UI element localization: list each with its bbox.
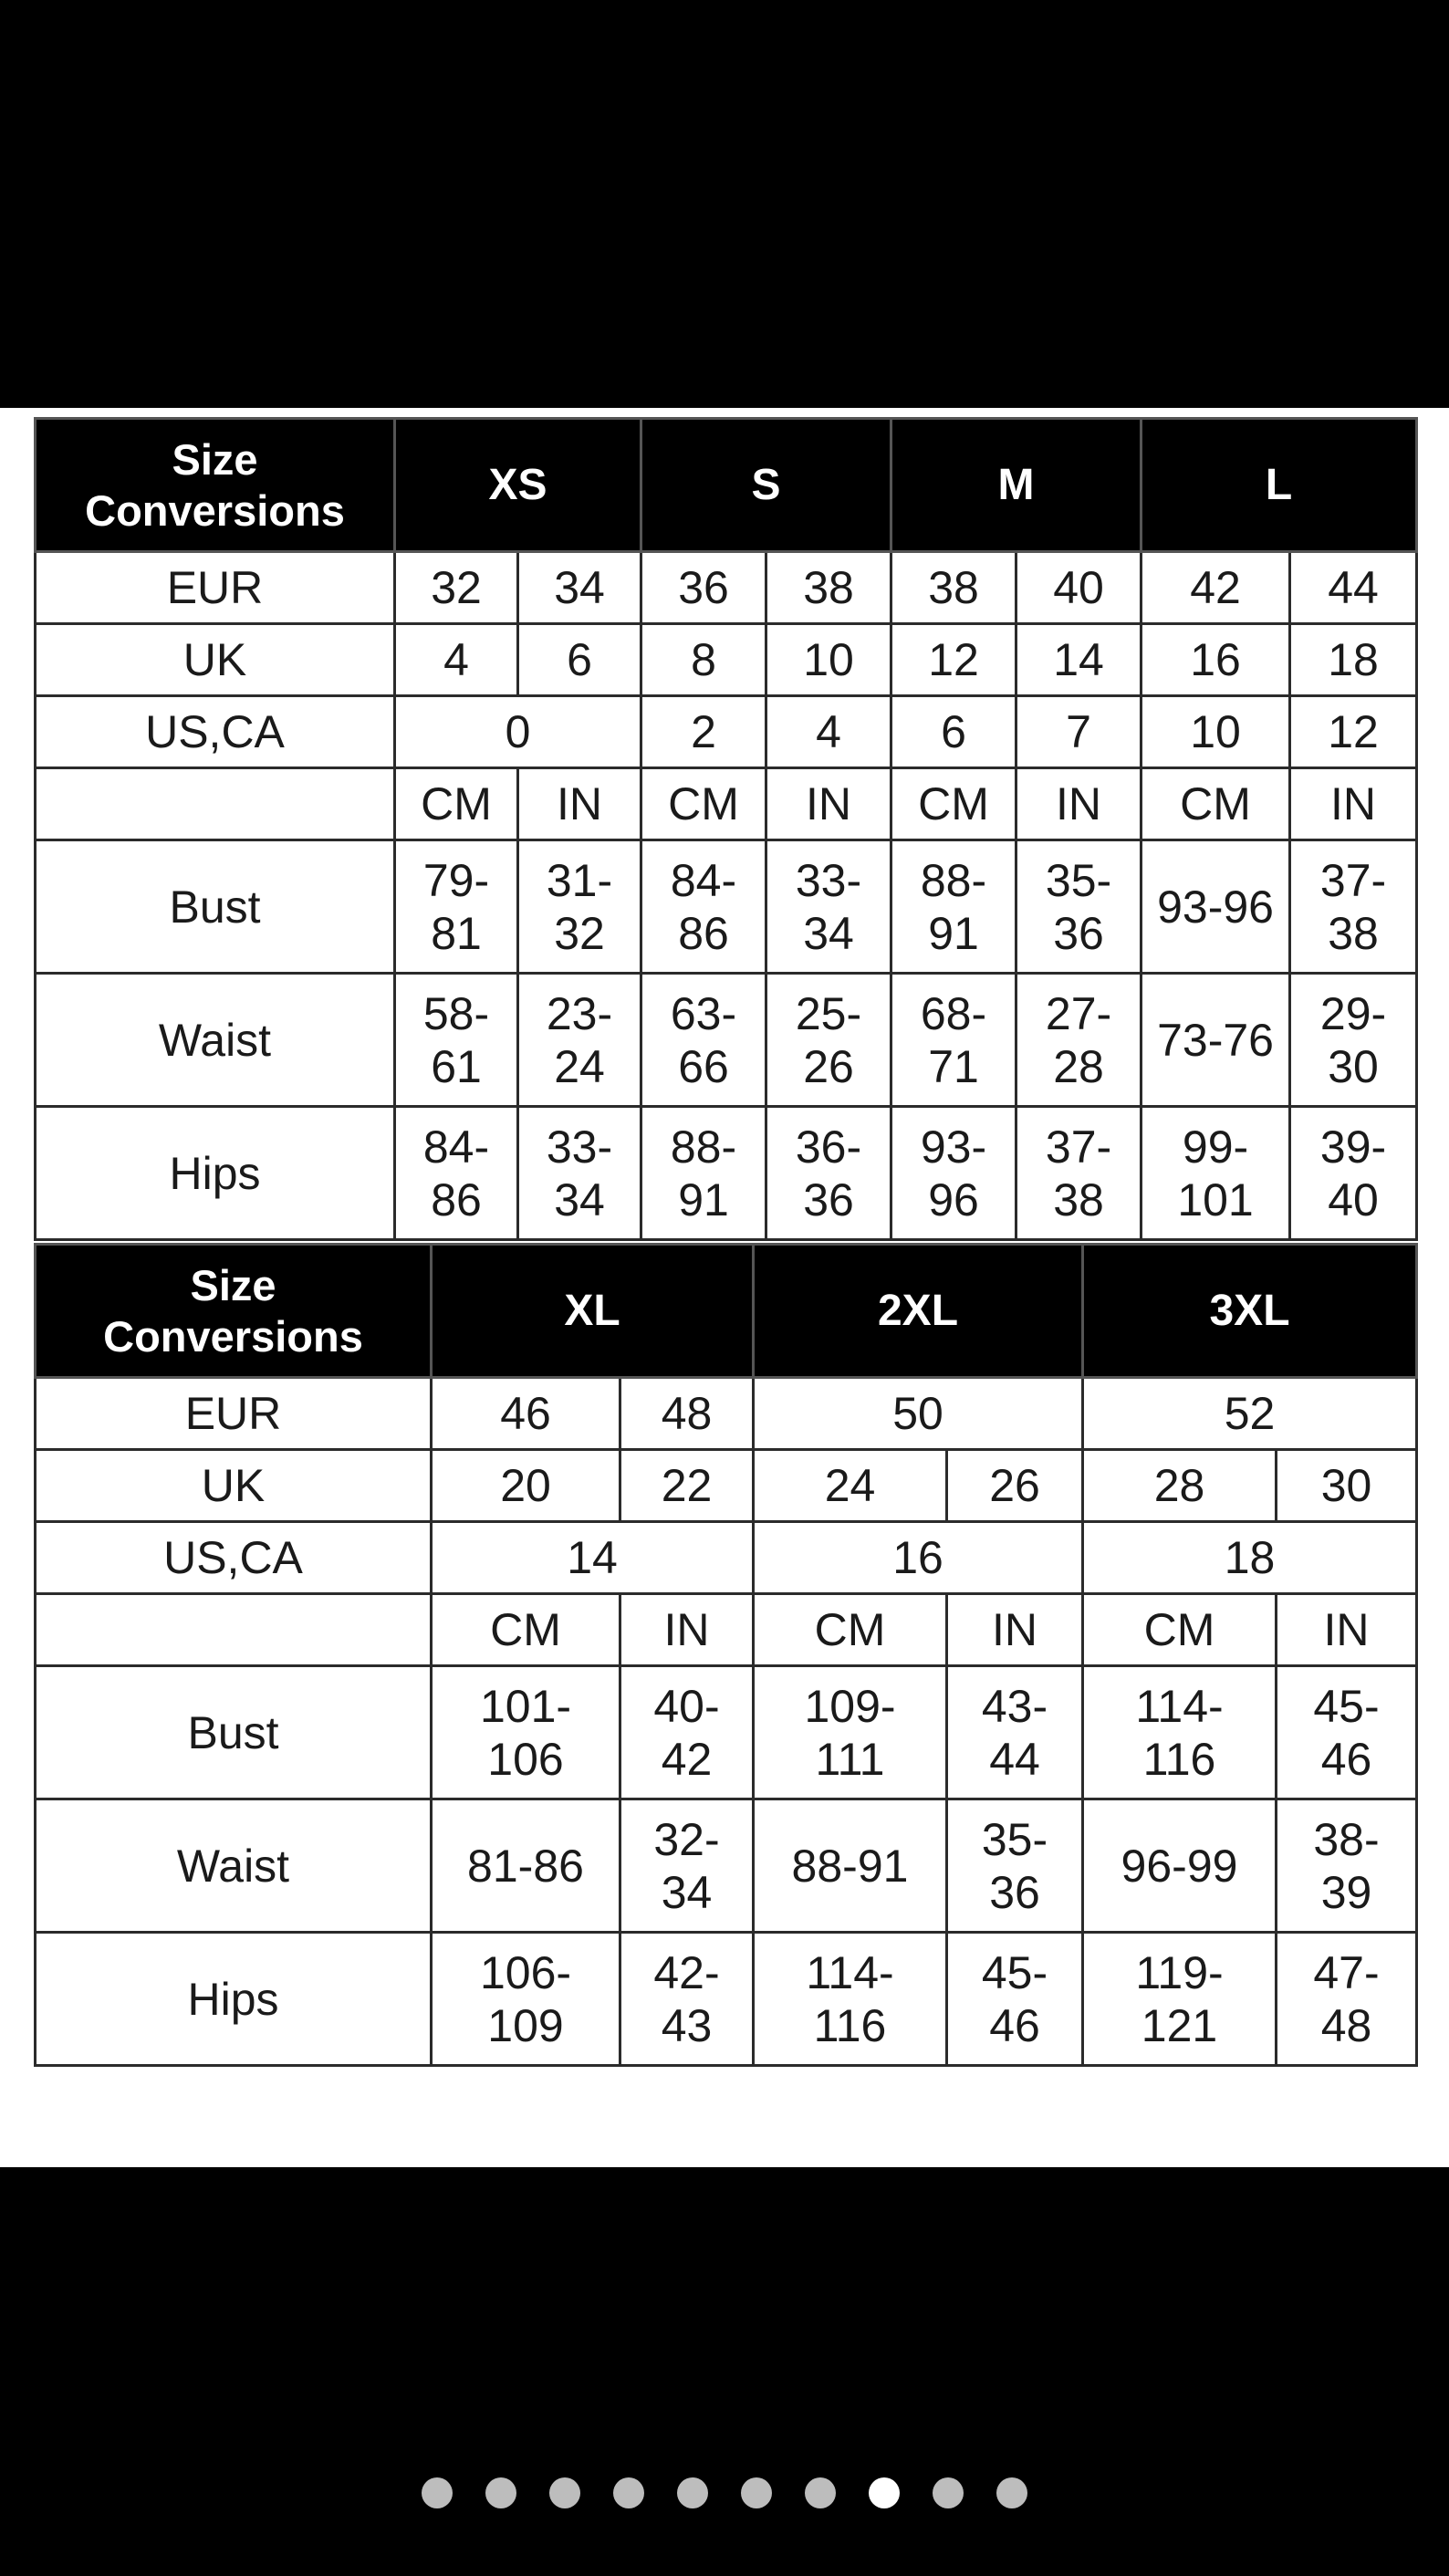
carousel-dot[interactable] xyxy=(422,2477,453,2508)
carousel-dot[interactable] xyxy=(996,2477,1027,2508)
waist-value: 35- 36 xyxy=(947,1799,1083,1933)
us-ca-value: 6 xyxy=(891,696,1016,768)
uk-row xyxy=(36,624,1417,696)
waist-label: Waist xyxy=(36,974,395,1107)
uk-value: 30 xyxy=(1277,1450,1417,1522)
unit-in: IN xyxy=(947,1594,1083,1666)
waist-value: 58- 61 xyxy=(395,974,518,1107)
hips-value: 99- 101 xyxy=(1141,1107,1290,1240)
bust-row xyxy=(36,840,1417,974)
unit-cm: CM xyxy=(641,768,766,840)
top-black-bar xyxy=(0,0,1449,408)
carousel-dot[interactable] xyxy=(741,2477,772,2508)
waist-label: Waist xyxy=(36,1799,432,1933)
waist-value: 81-86 xyxy=(432,1799,620,1933)
size-l-header: L xyxy=(1141,419,1417,552)
hips-value: 45- 46 xyxy=(947,1933,1083,2066)
bust-value: 40- 42 xyxy=(620,1666,754,1799)
uk-value: 24 xyxy=(754,1450,947,1522)
us-ca-value: 10 xyxy=(1141,696,1290,768)
unit-row-label xyxy=(36,1594,432,1666)
size-3xl-header: 3XL xyxy=(1083,1245,1417,1378)
waist-value: 63- 66 xyxy=(641,974,766,1107)
uk-label: UK xyxy=(36,1450,432,1522)
hips-value: 39- 40 xyxy=(1290,1107,1417,1240)
unit-in: IN xyxy=(1290,768,1417,840)
bust-value: 37- 38 xyxy=(1290,840,1417,974)
hips-row xyxy=(36,1933,1417,2066)
hips-label: Hips xyxy=(36,1933,432,2066)
unit-cm: CM xyxy=(891,768,1016,840)
uk-value: 18 xyxy=(1290,624,1417,696)
unit-in: IN xyxy=(766,768,891,840)
us-ca-row xyxy=(36,696,1417,768)
size-header-row xyxy=(36,419,1417,552)
eur-row xyxy=(36,1378,1417,1450)
carousel-dot[interactable] xyxy=(549,2477,580,2508)
eur-value: 40 xyxy=(1016,552,1141,624)
waist-value: 96-99 xyxy=(1083,1799,1277,1933)
us-ca-value: 12 xyxy=(1290,696,1417,768)
unit-cm: CM xyxy=(432,1594,620,1666)
us-ca-value: 18 xyxy=(1083,1522,1417,1594)
unit-in: IN xyxy=(620,1594,754,1666)
waist-value: 25- 26 xyxy=(766,974,891,1107)
bust-value: 35- 36 xyxy=(1016,840,1141,974)
eur-value: 44 xyxy=(1290,552,1417,624)
eur-value: 50 xyxy=(754,1378,1083,1450)
hips-value: 84- 86 xyxy=(395,1107,518,1240)
size-conversions-label: Size Conversions xyxy=(36,1245,432,1378)
bust-value: 43- 44 xyxy=(947,1666,1083,1799)
size-m-header: M xyxy=(891,419,1141,552)
uk-value: 26 xyxy=(947,1450,1083,1522)
eur-value: 38 xyxy=(891,552,1016,624)
bust-value: 88- 91 xyxy=(891,840,1016,974)
size-s-header: S xyxy=(641,419,891,552)
eur-label: EUR xyxy=(36,1378,432,1450)
bust-value: 79- 81 xyxy=(395,840,518,974)
hips-value: 119- 121 xyxy=(1083,1933,1277,2066)
hips-value: 88- 91 xyxy=(641,1107,766,1240)
uk-value: 6 xyxy=(518,624,641,696)
waist-value: 23- 24 xyxy=(518,974,641,1107)
hips-value: 33- 34 xyxy=(518,1107,641,1240)
unit-row xyxy=(36,1594,1417,1666)
us-ca-value: 16 xyxy=(754,1522,1083,1594)
us-ca-value: 14 xyxy=(432,1522,754,1594)
hips-value: 93- 96 xyxy=(891,1107,1016,1240)
eur-value: 32 xyxy=(395,552,518,624)
carousel-dot[interactable] xyxy=(805,2477,836,2508)
size-xl-header: XL xyxy=(432,1245,754,1378)
size-xs-header: XS xyxy=(395,419,641,552)
carousel-dot[interactable] xyxy=(485,2477,516,2508)
waist-value: 32- 34 xyxy=(620,1799,754,1933)
uk-value: 10 xyxy=(766,624,891,696)
uk-label: UK xyxy=(36,624,395,696)
uk-value: 12 xyxy=(891,624,1016,696)
hips-value: 37- 38 xyxy=(1016,1107,1141,1240)
hips-label: Hips xyxy=(36,1107,395,1240)
uk-value: 14 xyxy=(1016,624,1141,696)
unit-cm: CM xyxy=(754,1594,947,1666)
unit-in: IN xyxy=(1016,768,1141,840)
eur-value: 46 xyxy=(432,1378,620,1450)
waist-value: 88-91 xyxy=(754,1799,947,1933)
bust-row xyxy=(36,1666,1417,1799)
waist-row xyxy=(36,974,1417,1107)
size-conversions-label: Size Conversions xyxy=(36,419,395,552)
carousel-dot[interactable] xyxy=(677,2477,708,2508)
eur-value: 52 xyxy=(1083,1378,1417,1450)
uk-value: 4 xyxy=(395,624,518,696)
bust-value: 31- 32 xyxy=(518,840,641,974)
unit-cm: CM xyxy=(1083,1594,1277,1666)
unit-cm: CM xyxy=(395,768,518,840)
hips-value: 47- 48 xyxy=(1277,1933,1417,2066)
bust-value: 93-96 xyxy=(1141,840,1290,974)
bust-value: 114- 116 xyxy=(1083,1666,1277,1799)
us-ca-value: 7 xyxy=(1016,696,1141,768)
us-ca-value: 2 xyxy=(641,696,766,768)
eur-value: 36 xyxy=(641,552,766,624)
bust-value: 45- 46 xyxy=(1277,1666,1417,1799)
bust-value: 109- 111 xyxy=(754,1666,947,1799)
uk-value: 28 xyxy=(1083,1450,1277,1522)
hips-value: 36- 36 xyxy=(766,1107,891,1240)
uk-value: 22 xyxy=(620,1450,754,1522)
waist-value: 73-76 xyxy=(1141,974,1290,1107)
us-ca-label: US,CA xyxy=(36,1522,432,1594)
carousel-dot[interactable] xyxy=(613,2477,644,2508)
carousel-dot-active[interactable] xyxy=(869,2477,900,2508)
waist-value: 38- 39 xyxy=(1277,1799,1417,1933)
bust-value: 84- 86 xyxy=(641,840,766,974)
hips-value: 106- 109 xyxy=(432,1933,620,2066)
uk-value: 8 xyxy=(641,624,766,696)
bust-label: Bust xyxy=(36,840,395,974)
uk-row xyxy=(36,1450,1417,1522)
hips-value: 42- 43 xyxy=(620,1933,754,2066)
bust-value: 33- 34 xyxy=(766,840,891,974)
us-ca-label: US,CA xyxy=(36,696,395,768)
size-chart-table-1 xyxy=(34,417,1418,1241)
unit-in: IN xyxy=(1277,1594,1417,1666)
us-ca-value: 4 xyxy=(766,696,891,768)
waist-value: 27- 28 xyxy=(1016,974,1141,1107)
eur-value: 42 xyxy=(1141,552,1290,624)
bottom-black-bar xyxy=(0,2167,1449,2576)
us-ca-row xyxy=(36,1522,1417,1594)
eur-value: 38 xyxy=(766,552,891,624)
hips-row xyxy=(36,1107,1417,1240)
bust-label: Bust xyxy=(36,1666,432,1799)
size-chart-table-2 xyxy=(34,1243,1418,2067)
eur-value: 48 xyxy=(620,1378,754,1450)
eur-value: 34 xyxy=(518,552,641,624)
unit-cm: CM xyxy=(1141,768,1290,840)
carousel-pagination xyxy=(0,2475,1449,2511)
size-header-row xyxy=(36,1245,1417,1378)
bust-value: 101- 106 xyxy=(432,1666,620,1799)
hips-value: 114- 116 xyxy=(754,1933,947,2066)
carousel-dot[interactable] xyxy=(933,2477,964,2508)
waist-value: 29- 30 xyxy=(1290,974,1417,1107)
eur-label: EUR xyxy=(36,552,395,624)
unit-in: IN xyxy=(518,768,641,840)
uk-value: 16 xyxy=(1141,624,1290,696)
unit-row xyxy=(36,768,1417,840)
waist-value: 68- 71 xyxy=(891,974,1016,1107)
uk-value: 20 xyxy=(432,1450,620,1522)
us-ca-value: 0 xyxy=(395,696,641,768)
waist-row xyxy=(36,1799,1417,1933)
unit-row-label xyxy=(36,768,395,840)
size-2xl-header: 2XL xyxy=(754,1245,1083,1378)
eur-row xyxy=(36,552,1417,624)
